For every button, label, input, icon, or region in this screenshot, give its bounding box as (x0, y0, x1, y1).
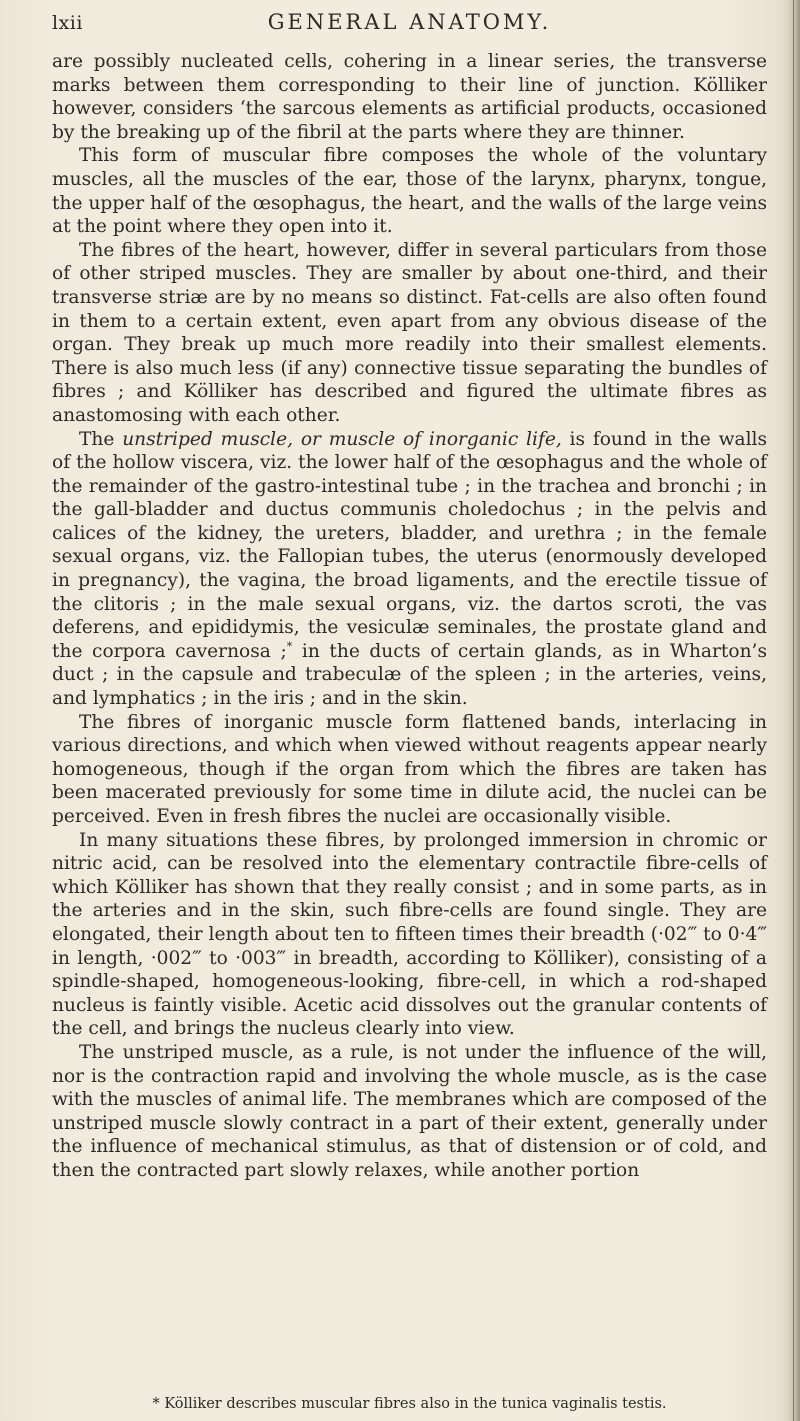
paragraph (52, 239, 767, 428)
body-text (52, 50, 767, 1183)
page-header (52, 6, 767, 46)
paragraph (52, 1041, 767, 1183)
text-run: is found in the walls of the hollow viscera, viz. the lower half of the œsophagus and the whole of the remainder of the gastro-intestinal tube ; in the trachea and bronchi ; in the gall-bladder and ductus communis choledochus ; in the pelvis and calices of the kidney, the ureters, bladder, and urethra ; in the female sexual organs, viz. the Fallopian tubes, the uterus (enormously developed in pregnancy), the vagina, the broad ligaments, and the erectile tissue of the clitoris ; in the male sexual organs, viz. the dartos scroti, the vas deferens, and epididymis, the vesiculæ seminales, the prostate gland and the corpora cavernosa ; (52, 428, 768, 662)
text-run: The fibres of the heart, however, differ in several particulars from those of other striped muscles. They are smaller by about one-third, and their transverse striæ are by no means so distinct. Fat-cells are also often found in them to a certain extent, even apart from any obvious disease of the organ. They break up much more readily into their smallest elements. There is also much less (if any) connective tissue separating the bundles of fibres ; and Kölliker has described and figured the ultimate fibres as anastomosing with each other. (52, 239, 767, 426)
paragraph (52, 428, 767, 711)
footnote-marker: * (286, 639, 293, 653)
page-edge-line (793, 0, 794, 1421)
footnote: * Kölliker describes muscular fibres also in the tunica vaginalis testis. (152, 1396, 667, 1412)
text-run: are possibly nucleated cells, cohering in a linear series, the transverse marks between them corresponding to their line of junction. Kölliker however, considers ‘the sarcous elements as artificial products, occasioned by the breaking up of the fibril at the parts where they are thinner. (52, 51, 767, 143)
text-run: The (79, 428, 123, 450)
text-run: In many situations these fibres, by prolonged immersion in chromic or nitric acid, can be resolved into the elementary contractile fibre-cells of which Kölliker has shown that they really consist ; and in some parts, as in the arteries and in the skin, such fibre-cells are found single. They are elongated, their length about ten to fifteen times their breadth (·02‴ to 0·4‴ in length, ·002‴ to ·003‴ in breadth, according to Kölliker), consisting of a spindle-shaped, homogeneous-looking, fibre-cell, in which a rod-shaped nucleus is faintly visible. Acetic acid dissolves out the granular contents of the cell, and brings the nucleus clearly into view. (52, 829, 767, 1040)
text-run: The fibres of inorganic muscle form flattened bands, interlacing in various directions, and which when viewed without reagents appear nearly homogeneous, though if the organ from which the fibres are taken has been macerated previously for some time in dilute acid, the nuclei can be perceived. Even in fresh fibres the nuclei are occasionally visible. (52, 711, 767, 827)
paragraph (52, 50, 767, 144)
text-run: The unstriped muscle, as a rule, is not under the influence of the will, nor is the contraction rapid and involving the whole muscle, as is the case with the muscles of animal life. The membranes which are composed of the unstriped muscle slowly contract in a part of their extent, generally under the influence of mechanical stimulus, as that of distension or of cold, and then the contracted part slowly relaxes, while another portion (52, 1041, 767, 1181)
italic-term: unstriped muscle, or muscle of inorganic life, (122, 428, 562, 450)
running-head: GENERAL ANATOMY. (267, 10, 552, 34)
page-number: lxii (52, 12, 83, 34)
text-run: in the ducts of certain glands, as in Wharton’s duct ; in the capsule and trabeculæ of the spleen ; in the arteries, veins, and lymphatics ; in the iris ; and in the skin. (52, 640, 767, 710)
paragraph (52, 144, 767, 238)
paragraph (52, 829, 767, 1041)
text-run: This form of muscular fibre composes the whole of the voluntary muscles, all the muscles of the ear, those of the larynx, pharynx, tongue, the upper half of the œsophagus, the heart, and the walls of the large veins at the point where they open into it. (52, 145, 767, 238)
paragraph (52, 711, 767, 829)
